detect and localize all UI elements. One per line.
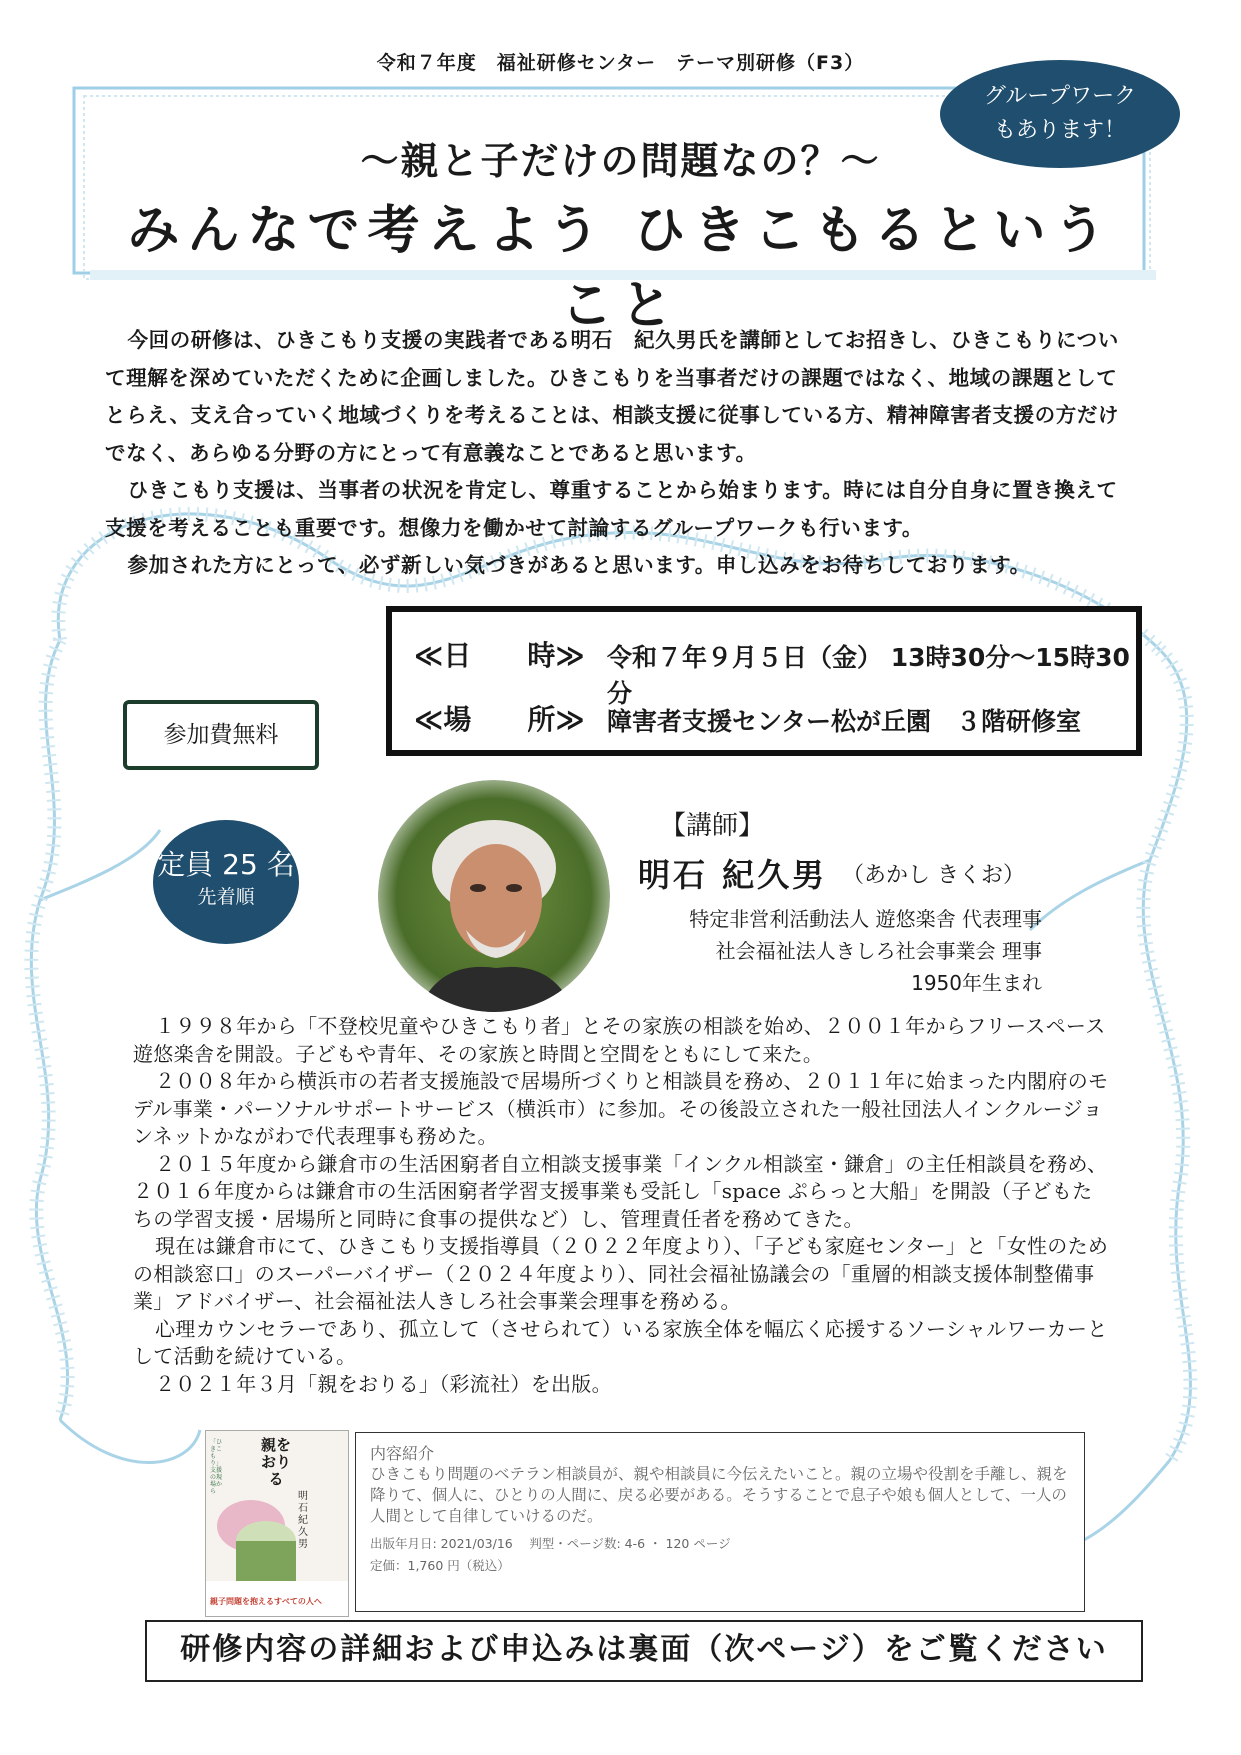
place-label: ≪場 所≫: [414, 703, 585, 736]
header-series: 令和７年度 福祉研修センター テーマ別研修（F3）: [376, 52, 865, 74]
capacity-badge: [153, 820, 299, 944]
book-info-box: [355, 1432, 1085, 1612]
book-cover-bottom: 親子問題を抱えるすべての人へ: [210, 1597, 322, 1606]
book-cover: [205, 1430, 349, 1617]
badge-line-1: グループワーク: [983, 84, 1137, 109]
book-cover-top: 「ひきこもり」支援の現場から: [210, 1439, 223, 1495]
lecturer-role-2: 社会福祉法人きしろ社会事業会 理事: [715, 939, 1042, 963]
intro-paragraph: ひきこもり支援は、当事者の状況を肯定し、尊重することから始まります。時には自分自身に置き換えて支援を考えることも重要です。想像力を働かせて討論するグループワークも行います。: [105, 478, 1118, 540]
bio-paragraph: １９９８年から「不登校児童やひきこもり者」とその家族の相談を始め、２００１年からフリースペース遊悠楽舎を開設。子どもや青年、その家族と時間と空間をともにして来た。: [133, 1014, 1106, 1066]
footer-notice: 研修内容の詳細および申込みは裏面（次ページ）をご覧ください: [145, 1620, 1143, 1682]
bio-paragraph: 現在は鎌倉市にて、ひきこもり支援指導員（２０２２年度より）、「子ども家庭センター」と「女性のための相談窓口」のスーパーバイザー（２０２４年度より）、同社会福祉協議会の「重層的相談支援体制整備事業」アドバイザー、社会福祉法人きしろ社会事業会理事を務める。: [133, 1234, 1109, 1313]
date-value: 令和７年９月５日（金） 13時30分～15時30分: [607, 643, 1130, 708]
badge-line-2: もあります！: [993, 118, 1126, 143]
book-info-body: ひきこもり問題のベテラン相談員が、親や相談員に今伝えたいこと。親の立場や役割を手離し、親を降りて、個人に、ひとりの人間に、戻る必要がある。そうすることで息子や娘も個人として、一人の人間として自律していけるのだ。: [370, 1465, 1068, 1525]
bio-paragraph: ２０１５年度から鎌倉市の生活困窮者自立相談支援事業「インクル相談室・鎌倉」の主任相談員を務め、２０１６年度からは鎌倉市の生活困窮者学習支援事業も受託し「space ぷらっと大船」を開設（子どもたちの学習支援・居場所と同時に食事の提供など）し、管理責任者を務めてきた。: [133, 1151, 1108, 1231]
book-cover-title: 親をおりる: [260, 1436, 291, 1488]
fee-box: 参加費無料: [123, 700, 319, 770]
lecturer-role-1: 特定非営利活動法人 遊悠楽舎 代表理事: [689, 907, 1042, 931]
group-work-badge: [940, 60, 1180, 168]
lecturer-name: 明石 紀久男: [638, 856, 828, 894]
book-price: 定価：1,760 円（税込）: [370, 1558, 510, 1573]
title-subtitle: ～親と子だけの問題なの？～: [360, 139, 881, 183]
book-pub-info: 出版年月日: 2021/03/16 判型・ページ数: 4-6 ・ 120 ページ: [370, 1536, 731, 1551]
schedule-box: [386, 606, 1142, 756]
bio-paragraph: ２００８年から横浜市の若者支援施設で居場所づくりと相談員を務め、２０１１年に始まった内閣府のモデル事業・パーソナルサポートサービス（横浜市）に参加。その後設立された一般社団法人インクルージョンネットかながわで代表理事も務めた。: [133, 1069, 1109, 1148]
intro-paragraph: 参加された方にとって、必ず新しい気づきがあると思います。申し込みをお待ちしております。: [127, 553, 1031, 577]
lecturer-born: 1950年生まれ: [911, 971, 1042, 995]
place-value: 障害者支援センター松が丘園 ３階研修室: [607, 707, 1082, 736]
book-cover-author: 明石紀久男: [298, 1491, 308, 1550]
date-label: ≪日 時≫: [414, 639, 585, 672]
intro-text: [105, 322, 1130, 585]
bio-paragraph: ２０２１年３月「親をおりる」（彩流社）を出版。: [155, 1371, 612, 1396]
book-info-title: 内容紹介: [370, 1444, 435, 1463]
intro-paragraph: 今回の研修は、ひきこもり支援の実践者である明石 紀久男氏を講師としてお招きし、ひきこもりについて理解を深めていただくために企画しました。ひきこもりを当事者だけの課題ではなく、地域の課題としてとらえ、支え合っていく地域づくりを考えることは、相談支援に従事している方、精神障害者支援の方だけでなく、あらゆる分野の方にとって有意義なことであると思います。: [105, 328, 1120, 465]
lecturer-heading: 【講師】: [660, 811, 765, 841]
lecturer-photo: [378, 780, 610, 1012]
bio-paragraph: 心理カウンセラーであり、孤立して（させられて）いる家族全体を幅広く応援するソーシャルワーカーとして活動を続けている。: [133, 1316, 1108, 1368]
capacity-main: 定員 25 名: [157, 848, 295, 881]
page-title: みんなで考えよう ひきこもるということ: [127, 201, 1114, 336]
lecturer-biography: [133, 1013, 1111, 1398]
capacity-sub: 先着順: [197, 886, 255, 908]
lecturer-reading: （あかし きくお）: [842, 863, 1025, 888]
